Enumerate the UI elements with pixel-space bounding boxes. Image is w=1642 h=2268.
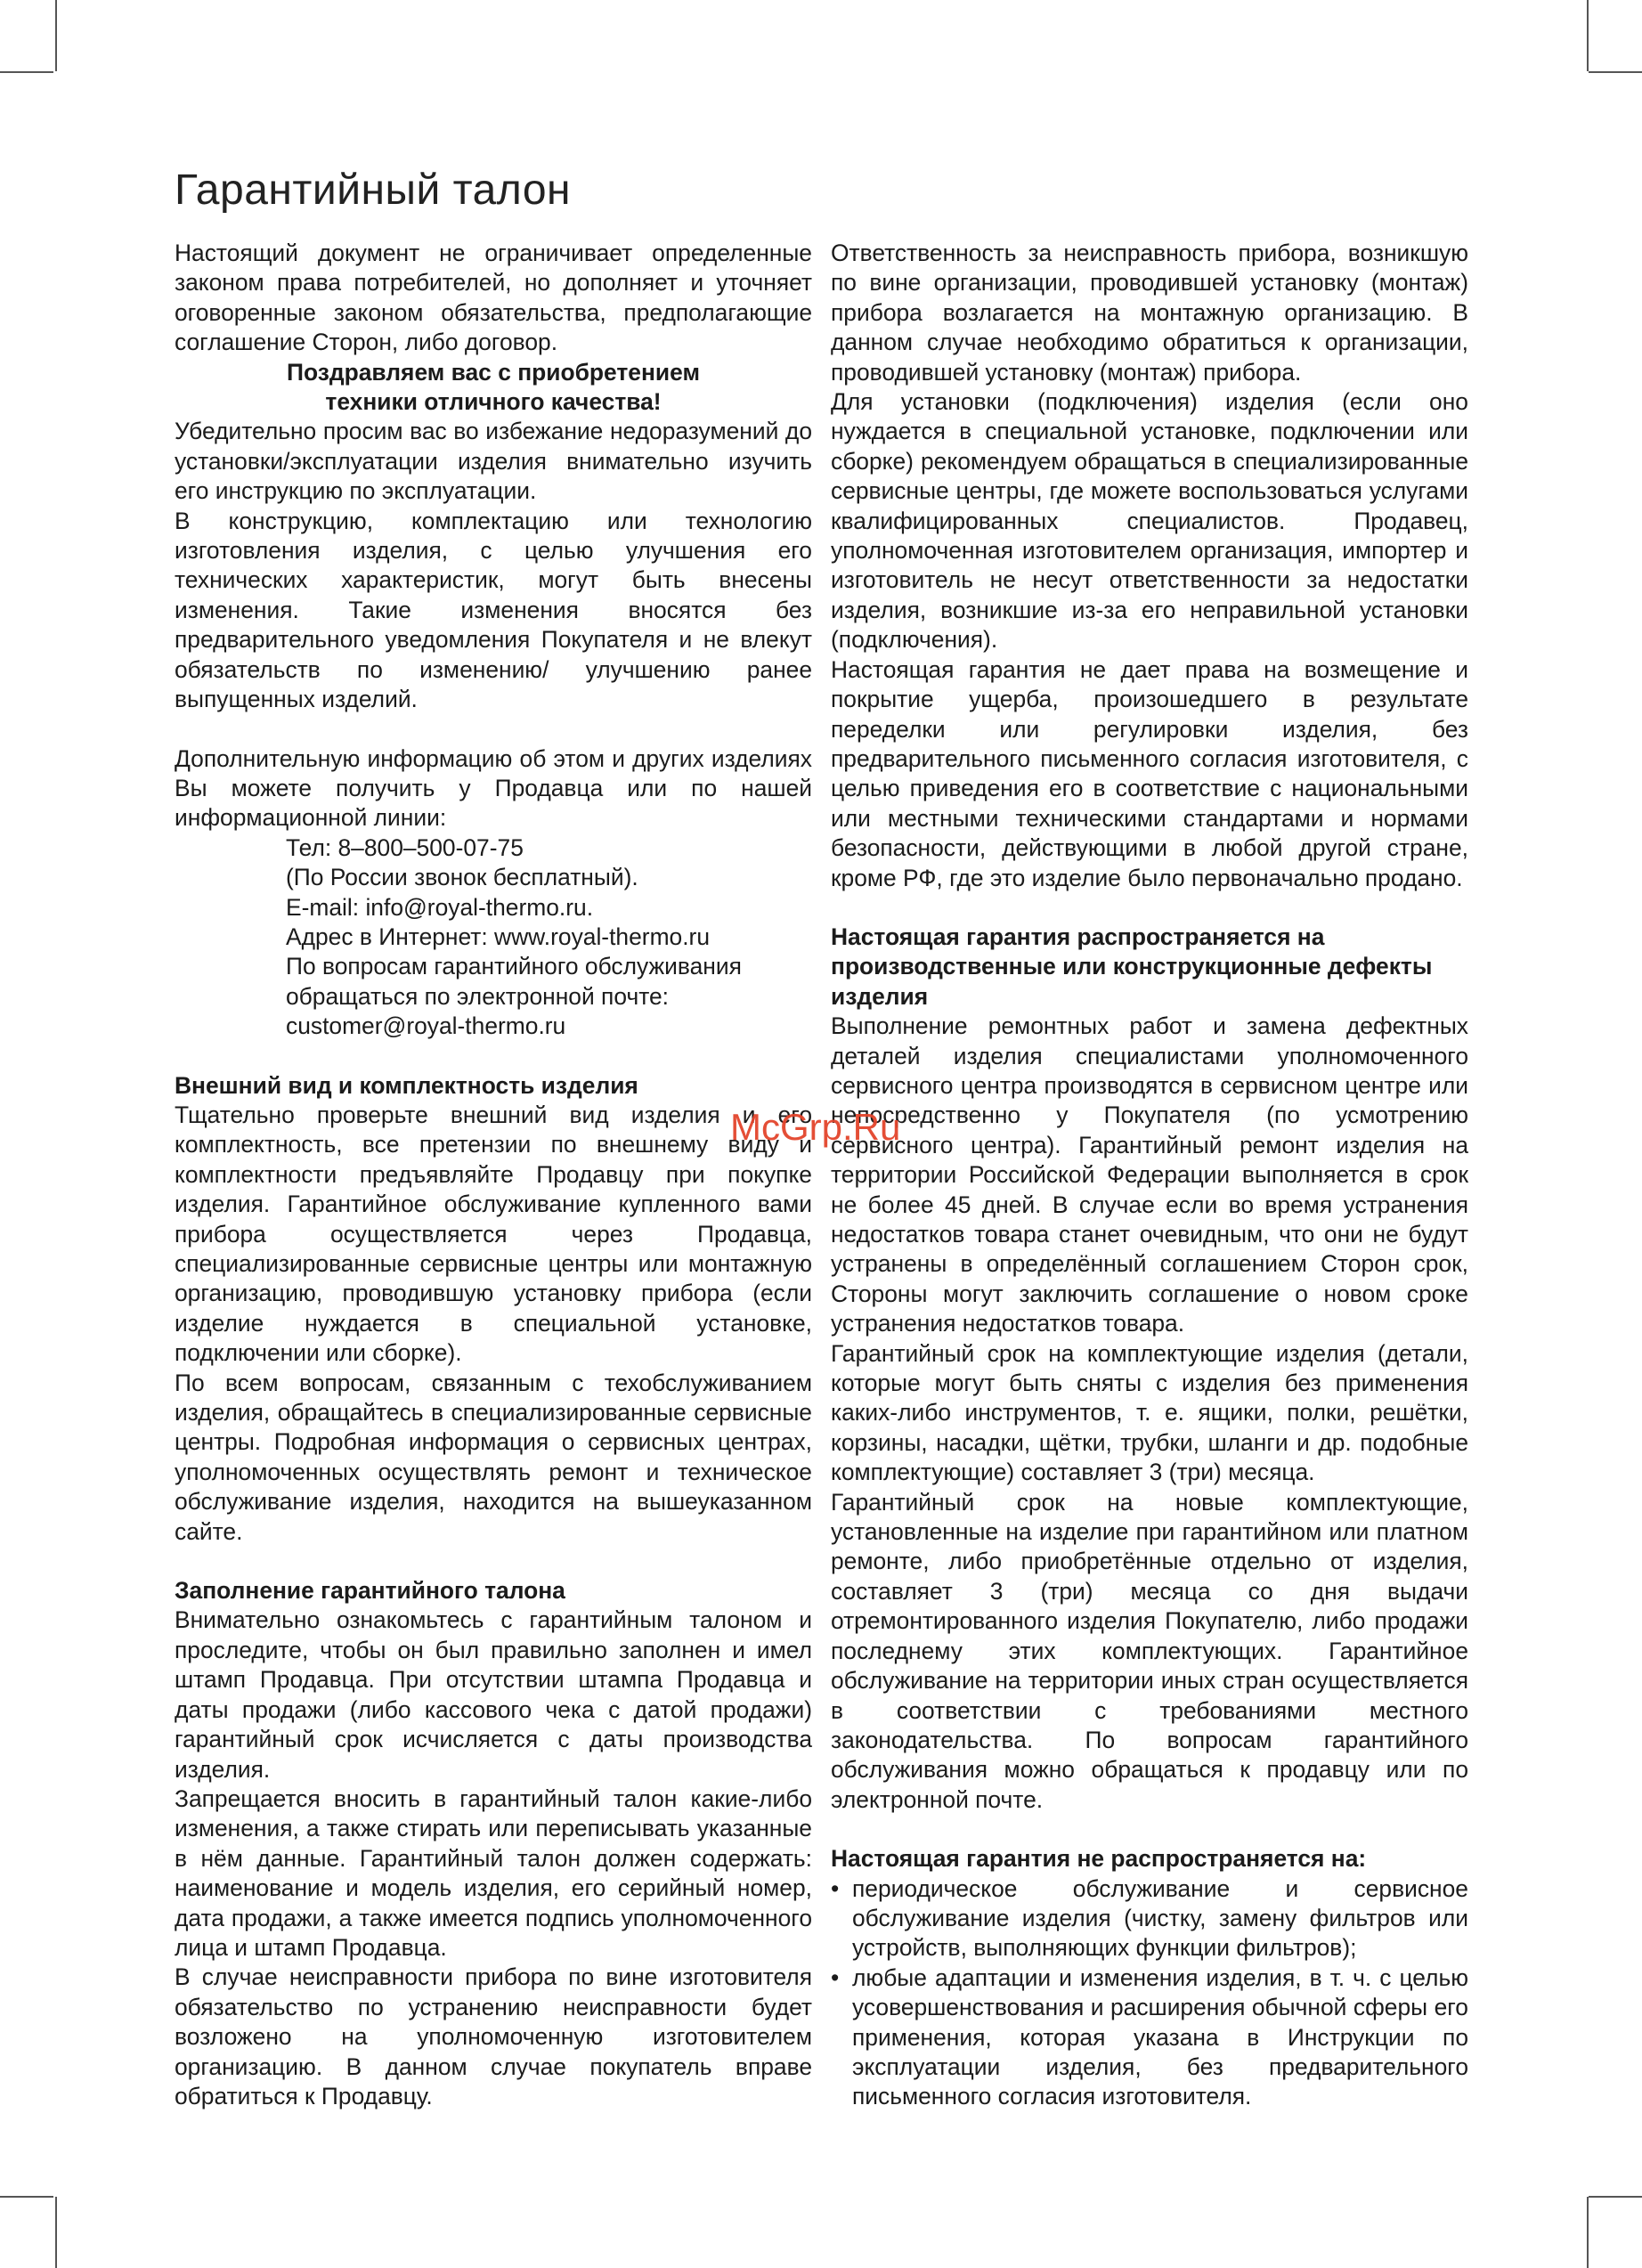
instruction-paragraph: Убедительно просим вас во избежание недоразумений до установки/эксплуатации изделия внимательно изучить его инструкцию по эксплуатации. <box>175 418 812 505</box>
filling-paragraph: Внимательно ознакомьтесь с гарантийным талоном и проследите, чтобы он был правильно заполнен и имел штамп Продавца. При отсутствии штампа Продавца и даты продажи (либо кассового чека с датой продажи) гарантийный срок исчисляется с даты производства изделия. <box>175 1606 812 1783</box>
intro-paragraph: Настоящий документ не ограничивает определенные законом права потребителей, но дополняет и уточняет оговоренные законом обязательства, предполагающие соглашение Сторон, либо договор. <box>175 240 812 356</box>
crop-mark <box>1587 2197 1589 2268</box>
section-heading-appearance: Внешний вид и комплектность изделия <box>175 1071 638 1099</box>
installation-paragraph: Для установки (подключения) изделия (если оно нуждается в специальной установке, подключении или сборке) рекомендуем обращаться в специализированные сервисные центры, где можете воспользоваться услугами квалифицированных специалистов. Продавец, уполномоченная изготовителем организация, импортер и изготовитель не несут ответственности за недостатки изделия, возникшие из-за его неправильной установки (подключения). <box>831 388 1468 654</box>
service-paragraph: По всем вопросам, связанным с техобслуживанием изделия, обращайтесь в специализированные сервисные центры. Подробная информация о сервисных центрах, уполномоченных осуществлять ремонт и техническое обслуживание изделия, находится на вышеуказанном сайте. <box>175 1369 812 1545</box>
manufacturer-fault-paragraph: В случае неисправности прибора по вине изготовителя обязательство по устранению неисправности будет возложено на уполномоченную изготовителем организацию. В данном случае покупатель вправе обратиться к Продавцу. <box>175 1963 812 2109</box>
website-text: Адрес в Интернет: www.royal-thermo.ru <box>286 923 711 950</box>
crop-mark <box>55 2197 57 2268</box>
congrats-line-1: Поздравляем вас с приобретением <box>287 358 700 386</box>
congrats-line-2: техники отличного качества! <box>325 388 662 416</box>
crop-mark <box>1589 2196 1642 2198</box>
changes-paragraph: В конструкцию, комплектацию или технологию изготовления изделия, с целью улучшения его технических характеристик, могут быть внесены изменения. Такие изменения вносятся без предварительного уведомления Покупателя и не влекут обязательств по изменению/ улучшению ранее выпущенных изделий. <box>175 507 812 713</box>
damage-paragraph: Настоящая гарантия не дает права на возмещение и покрытие ущерба, произошедшего в результате переделки или регулировки изделия, без предварительного письменного согласия изготовителя, с целью приведения его в соответствие с национальными или местными техническими стандартами и нормами безопасности, действующими в любой другой стране, кроме РФ, где это изделие было первоначально продано. <box>831 655 1468 891</box>
installer-responsibility-paragraph: Ответственность за неисправность прибора, возникшую по вине организации, проводившей установку (монтаж) прибора возлагается на монтажную организацию. В данном случае необходимо обратиться к организации, проводившей установку (монтаж) прибора. <box>831 240 1468 386</box>
crop-mark <box>0 71 53 73</box>
crop-mark <box>1587 0 1589 71</box>
warranty-question-text-2: обращаться по электронной почте: <box>286 982 669 1010</box>
contacts-block <box>175 833 812 1042</box>
section-heading-filling: Заполнение гарантийного талона <box>175 1577 565 1605</box>
components-paragraph: Гарантийный срок на комплектующие изделия (детали, которые могут быть сняты с изделия без применения каких-либо инструментов, т. е. ящики, полки, решётки, корзины, насадки, щётки, трубки, шланги и др. подобные комплектующие) составляет 3 (три) месяца. <box>831 1339 1468 1486</box>
appearance-paragraph: Тщательно проверьте внешний вид изделия и его комплектность, все претензии по внешнему виду и комплектности предъявляйте Продавцу при покупке изделия. Гарантийное обслуживание купленного вами прибора осуществляется через Продавца, специализированные сервисные центры или монтажную организацию, проводившую установку прибора (если изделие нуждается в специальной установке, подключении или сборке). <box>175 1101 812 1367</box>
info-paragraph: Дополнительную информацию об этом и других изделиях Вы можете получить у Продавца или по нашей информационной линии: <box>175 744 812 832</box>
phone-free-note: (По России звонок бесплатный). <box>286 864 638 891</box>
list-item: • любые адаптации и изменения изделия, в т. ч. с целью усовершенствования и расширения обычной сферы его применения, которая указана в Инструкции по эксплуатации изделия, без предварительного письменного согласия изготовителя. <box>831 1963 1468 2112</box>
crop-mark <box>1589 71 1642 73</box>
crop-mark <box>0 2196 53 2198</box>
list-item: • периодическое обслуживание и сервисное обслуживание изделия (чистку, замену фильтров или устройств, выполняющих функции фильтров); <box>831 1874 1468 1963</box>
customer-email-text: customer@royal-thermo.ru <box>286 1012 566 1040</box>
left-column <box>175 239 812 2111</box>
section-heading-coverage: Настоящая гарантия распространяется на производственные или конструкционные дефекты изделия <box>831 923 1433 1010</box>
new-components-paragraph: Гарантийный срок на новые комплектующие, установленные на изделие при гарантийном или платном ремонте, либо приобретённые отдельно от изделия, составляет 3 (три) месяца со дня выдачи отремонтированного изделия Покупателю, либо продажи последнему этих комплектующих. Гарантийное обслуживание на территории иных стран осуществляется в соответствии с требованиями местного законодательства. По вопросам гарантийного обслуживания можно обращаться к продавцу или по электронной почте. <box>831 1488 1468 1813</box>
warranty-question-text: По вопросам гарантийного обслуживания <box>286 953 742 980</box>
prohibition-paragraph: Запрещается вносить в гарантийный талон какие-либо изменения, а также стирать или переписывать указанные в нём данные. Гарантийный талон должен содержать: наименование и модель изделия, его серийный номер, дата продажи, а также имеется подпись уполномоченного лица и штамп Продавца. <box>175 1784 812 1961</box>
email-text: E-mail: info@royal-thermo.ru. <box>286 893 594 921</box>
repair-paragraph: Выполнение ремонтных работ и замена дефектных деталей изделия специалистами уполномоченного сервисного центра производятся в сервисном центре или непосредственно у Покупателя (по усмотрению сервисного центра). Гарантийный ремонт изделия на территории Российской Федерации выполняется в срок не более 45 дней. В случае если во время устранения недостатков товара станет очевидным, что они не будут устранены в определённый соглашением Сторон срок, Стороны могут заключить соглашение о новом сроке устранения недостатков товара. <box>831 1012 1468 1337</box>
crop-mark <box>55 0 57 71</box>
section-heading-exclusions: Настоящая гарантия не распространяется на: <box>831 1845 1367 1873</box>
phone-text: Тел: 8–800–500-07-75 <box>286 833 524 861</box>
page-title: Гарантийный талон <box>175 167 572 214</box>
watermark: McGrp.Ru <box>730 1106 901 1148</box>
right-column <box>831 239 1468 2112</box>
